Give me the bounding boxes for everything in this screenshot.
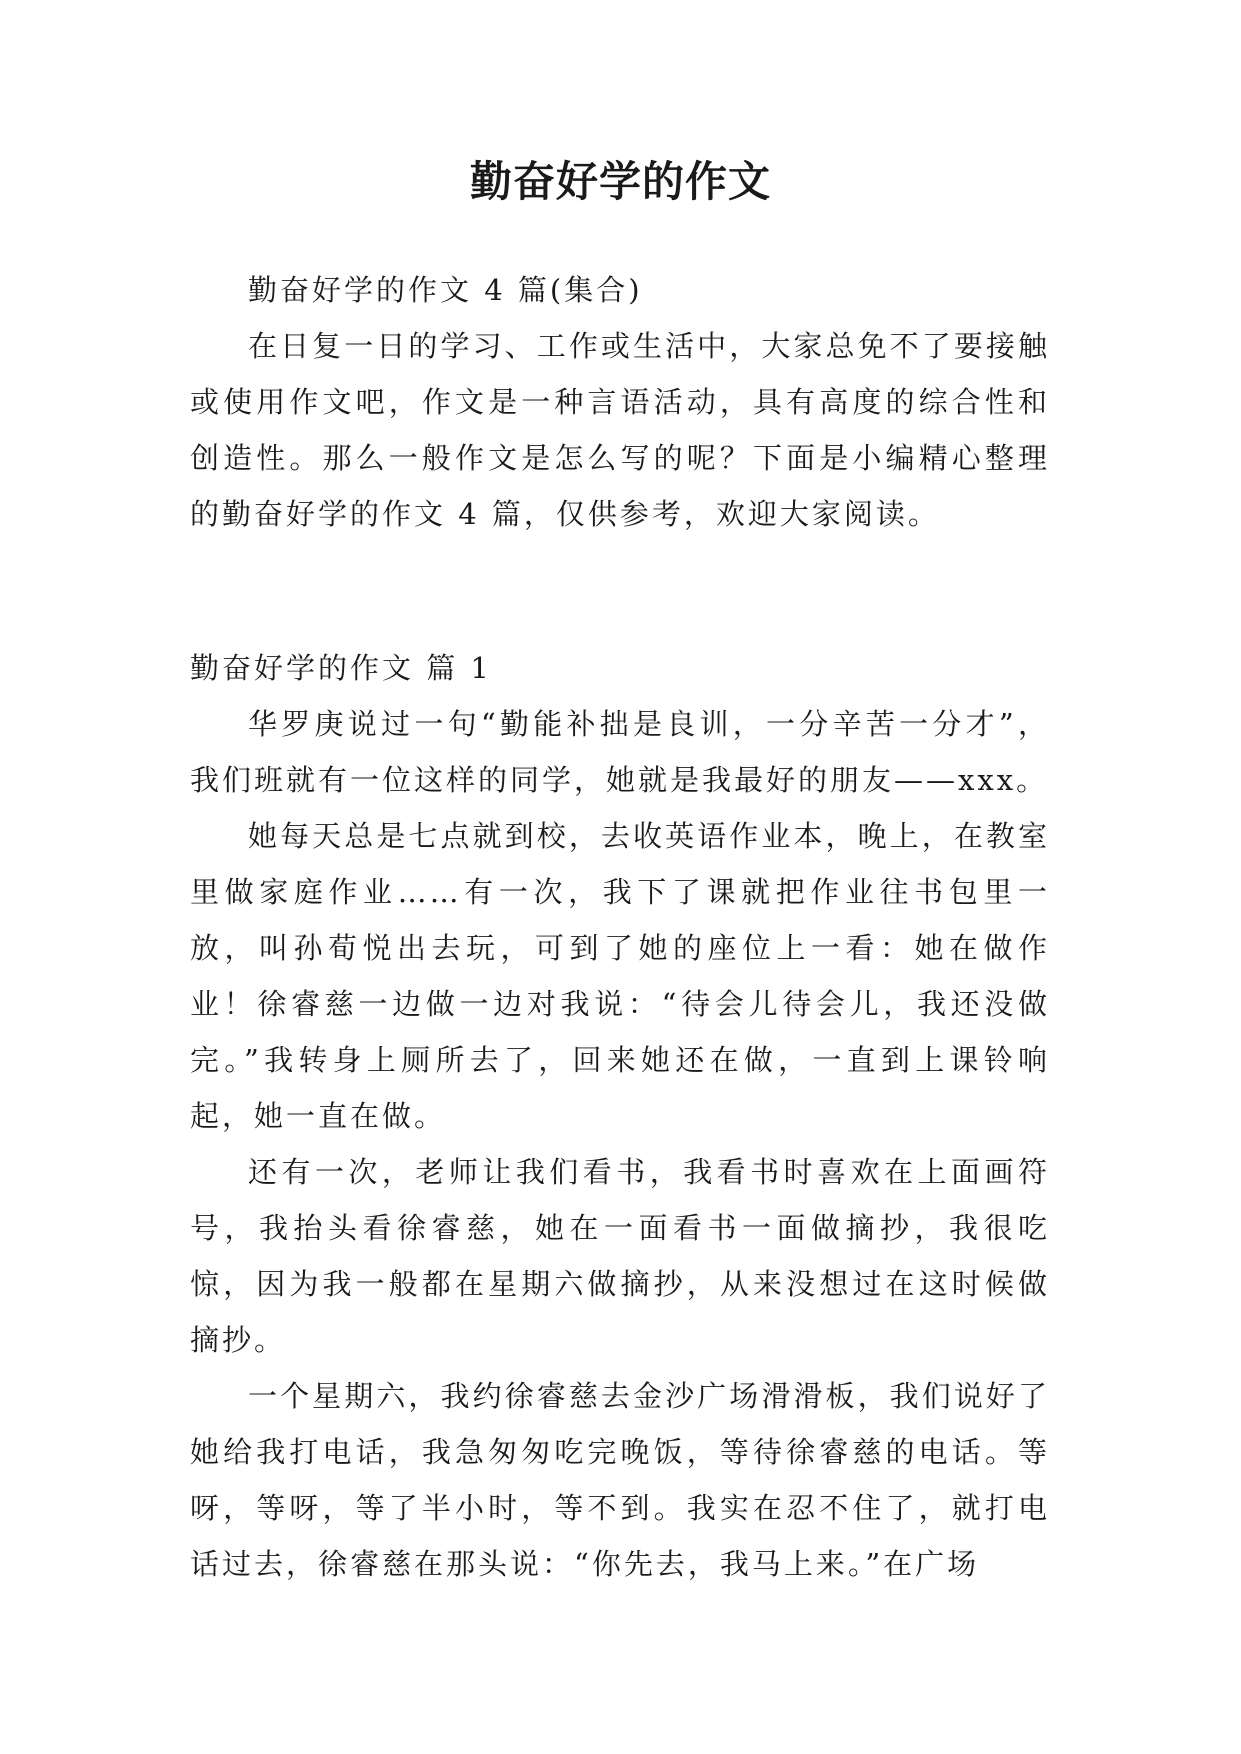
- intro-subtitle: 勤奋好学的作文 4 篇(集合): [248, 273, 643, 307]
- body-paragraph: 华罗庚说过一句“勤能补拙是良训，一分辛苦一分才”，我们班就有一位这样的同学，她就是我最好的朋友——xxx。: [190, 707, 1050, 797]
- section-heading: 勤奋好学的作文 篇 1: [190, 651, 492, 685]
- body-paragraph: 一个星期六，我约徐睿慈去金沙广场滑滑板，我们说好了她给我打电话，我急匆匆吃完晚饭，等待徐睿慈的电话。等呀，等呀，等了半小时，等不到。我实在忍不住了，就打电话过去，徐睿慈在那头说：“你先去，我马上来。”在广场: [190, 1379, 1050, 1581]
- section-body: [190, 696, 1050, 1592]
- body-paragraph: 还有一次，老师让我们看书，我看书时喜欢在上面画符号，我抬头看徐睿慈，她在一面看书一面做摘抄，我很吃惊，因为我一般都在星期六做摘抄，从来没想过在这时候做摘抄。: [190, 1155, 1050, 1357]
- intro-block: [190, 262, 1050, 542]
- document-title: 勤奋好学的作文: [469, 157, 771, 206]
- body-paragraph: 她每天总是七点就到校，去收英语作业本，晚上，在教室里做家庭作业……有一次，我下了课就把作业往书包里一放，叫孙荀悦出去玩，可到了她的座位上一看：她在做作业！徐睿慈一边做一边对我说：“待会儿待会儿，我还没做完。”我转身上厕所去了，回来她还在做，一直到上课铃响起，她一直在做。: [190, 819, 1050, 1133]
- intro-paragraph: 在日复一日的学习、工作或生活中，大家总免不了要接触或使用作文吧，作文是一种言语活动，具有高度的综合性和创造性。那么一般作文是怎么写的呢？下面是小编精心整理的勤奋好学的作文 4 篇，仅供参考，欢迎大家阅读。: [190, 329, 1050, 531]
